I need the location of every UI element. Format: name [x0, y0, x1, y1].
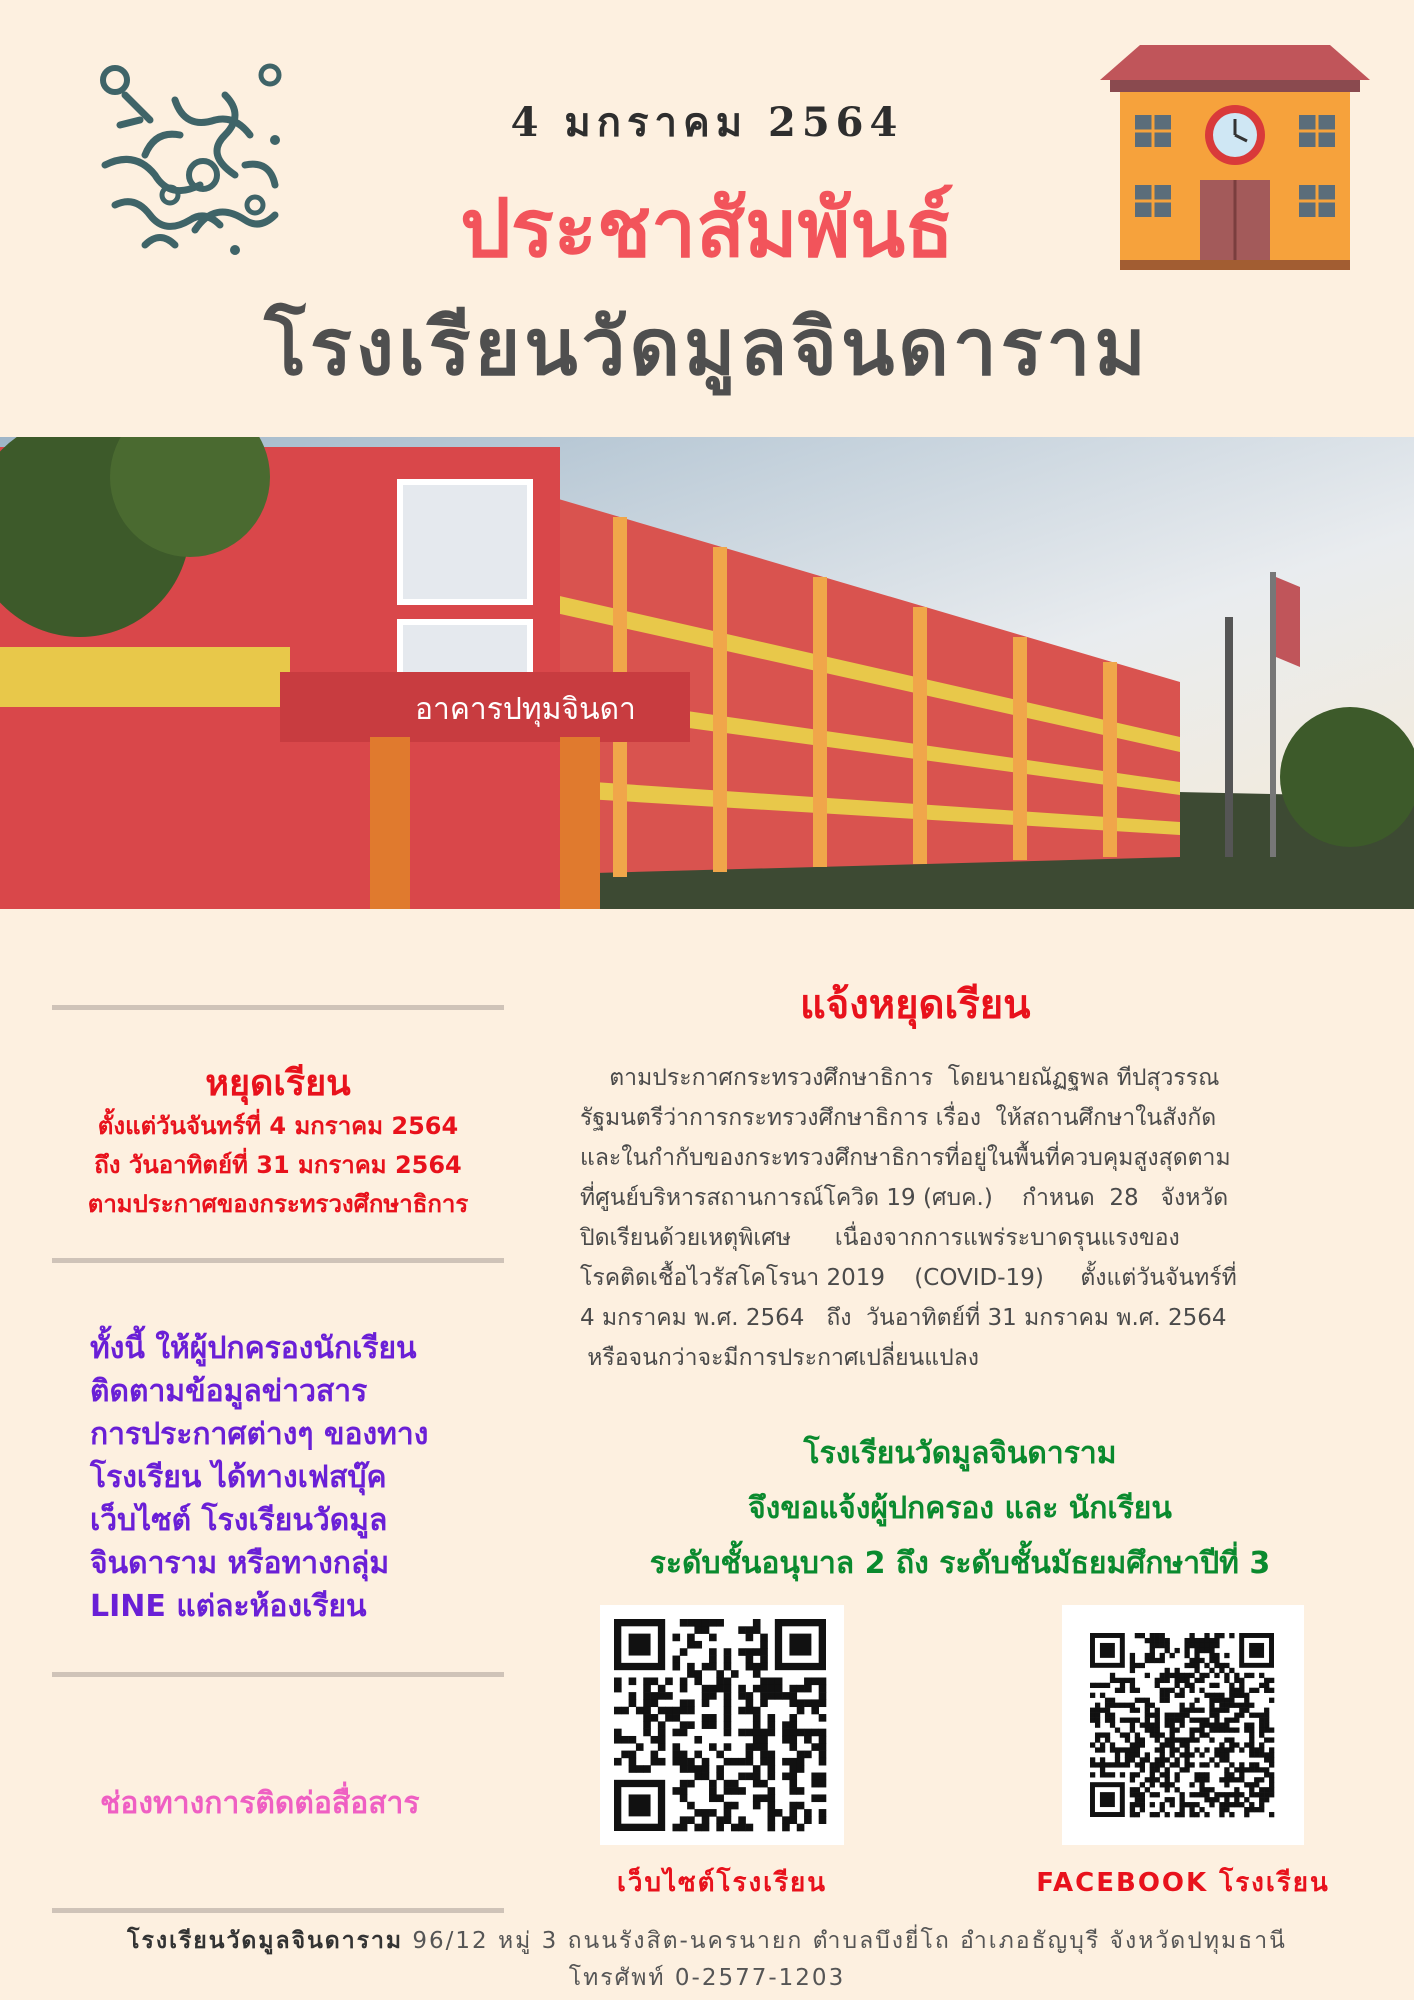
school-message-line: จึงขอแจ้งผู้ปกครอง และ นักเรียน: [748, 1491, 1172, 1526]
school-building-photo: [0, 437, 1414, 909]
notice-body-line: 4 มกราคม พ.ศ. 2564 ถึง วันอาทิตย์ที่ 31 มกราคม พ.ศ. 2564: [580, 1305, 1227, 1331]
notice-body-line: ปิดเรียนด้วยเหตุพิเศษ เนื่องจากการแพร่ระบาดรุนแรงของ: [580, 1225, 1180, 1251]
guardian-notice-line: ทั้งนี้ ให้ผู้ปกครองนักเรียน: [90, 1331, 417, 1366]
page-title: ประชาสัมพันธ์: [460, 182, 954, 275]
footer-address: [0, 1923, 1414, 1959]
website-qr-label: เว็บไซต์โรงเรียน: [616, 1868, 828, 1898]
website-qr-code[interactable]: [600, 1605, 844, 1845]
footer-phone: โทรศัพท์ 0-2577-1203: [568, 1965, 846, 1991]
divider: [52, 1908, 504, 1913]
contact-channels-label: ช่องทางการติดต่อสื่อสาร: [100, 1786, 420, 1821]
closure-authority: ตามประกาศของกระทรวงศึกษาธิการ: [87, 1190, 469, 1218]
guardian-notice-line: โรงเรียน ได้ทางเฟสบุ๊ค: [90, 1460, 387, 1495]
guardian-notice-line: การประกาศต่างๆ ของทาง: [90, 1417, 429, 1452]
school-message-line: ระดับชั้นอนุบาล 2 ถึง ระดับชั้นมัธยมศึกษาปีที่ 3: [649, 1546, 1271, 1581]
guardian-notice-line: จินดาราม หรือทางกลุ่ม: [90, 1546, 390, 1581]
divider: [52, 1258, 504, 1263]
divider: [52, 1005, 504, 1010]
closure-start-date: ตั้งแต่วันจันทร์ที่ 4 มกราคม 2564: [97, 1112, 459, 1140]
notice-body-line: โรคติดเชื้อไวรัสโคโรนา 2019 (COVID-19) ตั้งแต่วันจันทร์ที่: [580, 1265, 1237, 1291]
closure-heading: หยุดเรียน: [205, 1063, 351, 1104]
notice-body-line: รัฐมนตรีว่าการกระทรวงศึกษาธิการ เรื่อง ให้สถานศึกษาในสังกัด: [580, 1105, 1217, 1131]
guardian-notice-line: เว็บไซต์ โรงเรียนวัดมูล: [90, 1503, 388, 1538]
announcement-date: 4 มกราคม 2564: [510, 99, 904, 146]
school-name-title: โรงเรียนวัดมูลจินดาราม: [264, 303, 1150, 393]
qr-code-icon: [1062, 1605, 1304, 1845]
facebook-qr-label: FACEBOOK โรงเรียน: [1036, 1868, 1330, 1898]
divider: [52, 1672, 504, 1677]
qr-code-icon: [600, 1605, 844, 1845]
footer-school-name: โรงเรียนวัดมูลจินดาราม: [127, 1928, 404, 1954]
guardian-notice-line: LINE แต่ละห้องเรียน: [90, 1589, 367, 1624]
notice-body-line: ตามประกาศกระทรวงศึกษาธิการ โดยนายณัฏฐพล ทีปสุวรรณ: [580, 1065, 1220, 1091]
notice-heading: แจ้งหยุดเรียน: [800, 982, 1031, 1028]
closure-end-date: ถึง วันอาทิตย์ที่ 31 มกราคม 2564: [94, 1151, 462, 1179]
notice-body-line: หรือจนกว่าจะมีการประกาศเปลี่ยนแปลง: [580, 1345, 980, 1371]
footer-address-text: 96/12 หมู่ 3 ถนนรังสิต-นครนายก ตำบลบึงยี่โถ อำเภอธัญบุรี จังหวัดปทุมธานี: [403, 1928, 1287, 1954]
notice-body-line: ที่ศูนย์บริหารสถานการณ์โควิด 19 (ศบค.) กำหนด 28 จังหวัด: [580, 1185, 1229, 1211]
school-message-line: โรงเรียนวัดมูลจินดาราม: [803, 1436, 1117, 1471]
guardian-notice-line: ติดตามข้อมูลข่าวสาร: [90, 1374, 368, 1409]
building-sign: อาคารปทุมจินดา: [415, 692, 636, 727]
school-building-icon: [1100, 45, 1370, 270]
facebook-qr-code[interactable]: [1062, 1605, 1304, 1845]
notice-body-line: และในกำกับของกระทรวงศึกษาธิการที่อยู่ในพื้นที่ควบคุมสูงสุดตาม: [580, 1145, 1231, 1171]
